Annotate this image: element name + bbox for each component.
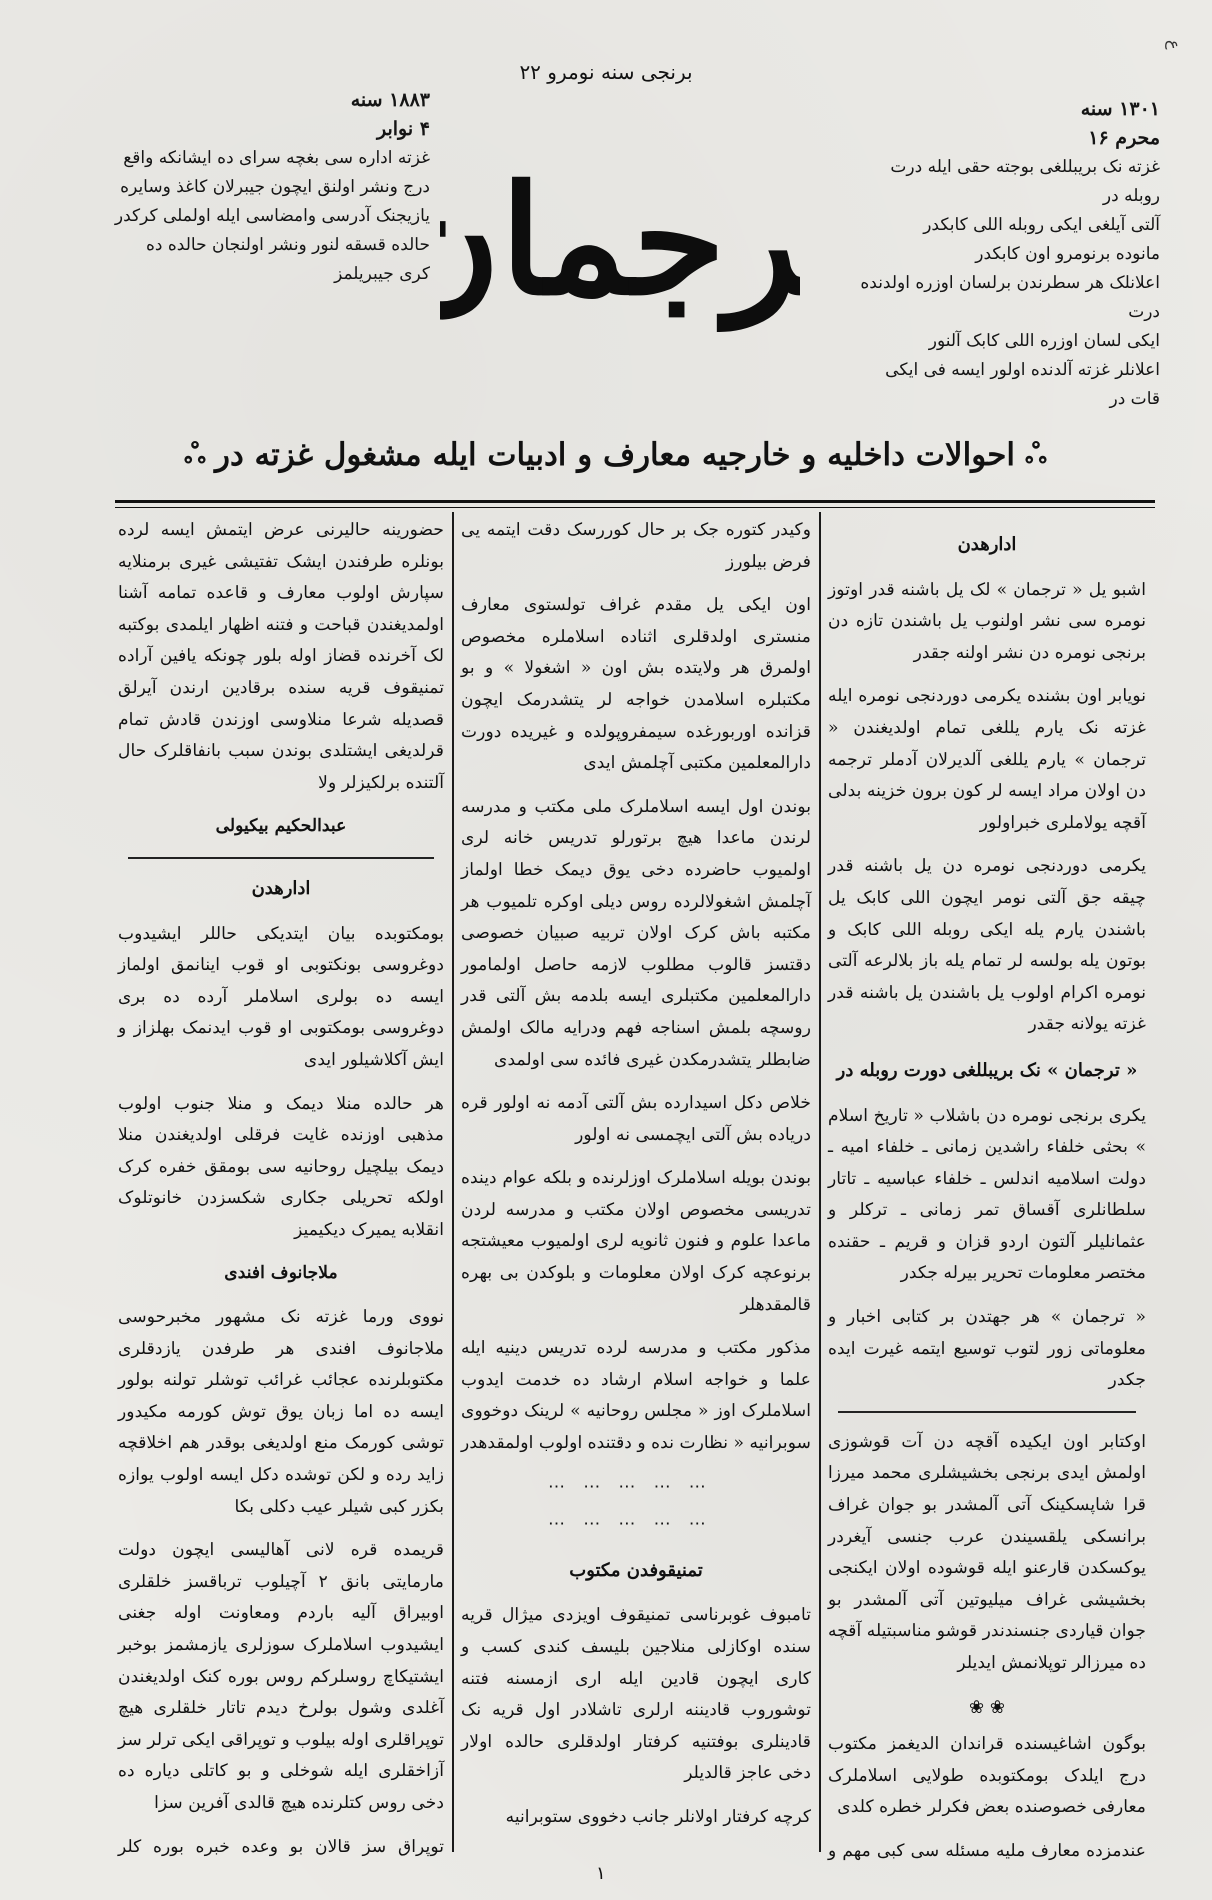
section-rule (838, 1411, 1136, 1413)
column-left (112, 515, 450, 1865)
price-line: مانوده برنومرو اون کابکدر (975, 244, 1160, 264)
article-paragraph: تامبوف غوبرناسی تمنیقوف اویزدی میژال قریه سنده اوکازلی منلاجین بلیسف کندی کسب و کاری ایچون قادین ایله اری ازمسنه فتنه توشوروب قادیننه ارلری تاشلادر اول قریه نک قادینلری بوفتنیه کرفتار اولدقلری حالده اولار دخی عاجز قالدیلر (461, 1605, 811, 1784)
page-number: ۱ (596, 1863, 606, 1884)
subtitle-banner (120, 420, 1110, 490)
price-line: آلتی آیلغی ایکی روبله اللی کابکدر (923, 215, 1160, 235)
notice-line: یازیجنک آدرسی وامضاسی ایله اولملی کرکدر (114, 206, 430, 226)
article-paragraph: بوگون اشاغیسنده قراندان الدیغمز مکتوب درج ایلدک بومکتوبده طولایی اسلاملرک معارفی خصوصنده بعض فکرلر خطره کلدی (828, 1734, 1146, 1818)
price-line: غزته نک بریبللغی بوجته حقی ایله درت روبله در (890, 157, 1160, 206)
column-divider (819, 512, 821, 1852)
article-paragraph: حضورینه حالیرنی عرض ایتمش ایسه لرده بونلره طرفندن ایشک تفتیشی غیری برمنلایه سپارش اولوب معارف و قاعده تمامه آشنا اولمدیغندن قباحت و فتنه اظهار ایلمدی بوکتبه لک آخرنده قضاز اوله بلور چونکه یافین آراده تمنیقوف قریه سنده برقادین ارندن آیرلق قصدیله شرعا منلاوسی اوزندن قادش تمام قرلدیغی ایشتلدی بوندن سبب بانفاقلرک حال آلتنده برلکیزلر ولا (118, 520, 444, 793)
article-paragraph: مذکور مکتب و مدرسه لرده تدریس دینیه ایله علما و خواجه اسلام ارشاد ده خدمت ایدوب اسلاملرک اوز « مجلس روحانیه » لرینک دوخووی سوبرانیه « نظارت نده و دقتنده اولوب اولمقدهدر (461, 1338, 811, 1454)
letter-title: تمنیقوفدن مکتوب (569, 1559, 703, 1581)
ornament-icon: ஃ (1025, 436, 1046, 470)
article-paragraph: یکرمی دوردنجی نومره دن یل باشنه قدر چیقه جق آلتی نومر ایچون اللی کابک یل باشندن یارم یله ایکی روبله اللی کابک و بوتون یله بولسه لر تمام یله باز بلالرعه آلتی نومره اکرام اولوب یل باشندن یل باشنه قدر غزته یولانه جقدر (828, 856, 1146, 1035)
flower-ornament-icon: ❀ ❀ (969, 1696, 1005, 1718)
article-paragraph: توپراق سز قالان بو وعده خبره بوره کلر (118, 1836, 444, 1857)
notice-line: حالده قسقه لنور ونشر اولنجان حالده ده (146, 235, 430, 255)
section-heading: « ترجمان » نک بریبللغی دورت روبله در (836, 1059, 1138, 1081)
margin-note: ع (1165, 40, 1184, 50)
notice-line: درج ونشر اولنق ایچون جیبرلان کاغذ وسایره (120, 177, 430, 197)
dotted-separator: ⋯⋯⋯⋯⋯ (548, 1514, 724, 1535)
masthead-text: رجمان (440, 153, 800, 329)
subscription-notice-left (100, 86, 430, 289)
article-paragraph: هر حالده منلا دیمک و منلا جنوب اولوب مذهبی اوزنده غایت فرقلی اولدیغندن منلا دیمک بیلچیل روحانیه سی بومقق خفره کرک اولکه تحریلی جکاری شکسزدن خانوتلوک انقلابه یمیرک دیکیمیز (118, 1093, 444, 1240)
hijri-year: ۱۳۰۱ سنه (1080, 98, 1160, 120)
article-paragraph: خلاص دکل اسیدارده بش آلتی آدمه نه اولور قره دریاده بش آلتی ایچمسی نه اولور (461, 1093, 811, 1145)
price-line: اعلانلر غزته آلدنده اولور ایسه فی ایکی قات در (885, 360, 1160, 409)
section-rule (128, 857, 434, 859)
article-paragraph: کرچه کرفتار اولانلر جانب دخووی ستوبرانیه (505, 1806, 811, 1827)
subtitle-text: احوالات داخلیه و خارجیه معارف و ادبیات ایله مشغول غزته در (214, 437, 1016, 473)
gregorian-day: ۴ نوابر (377, 118, 430, 140)
column-divider (452, 512, 454, 1852)
article-paragraph: قریمده قره لانی آهالیسی ایچون دولت مارمایتی بانق ۲ آچیلوب ترباقسز خلقلری اوبیراق آلیه باردم ومعاونت اوله جغنی ایشیدوب اسلاملرک سوزلری یازمشمز بوخبر ایشتیکاچ روسلرکم روس بوره کنک اولدیغندن آغلدی وشول بولرخ دیدم تاتار خلقلری هیچ توپراقلری اوله بیلوب و توپراقی ایکی ترلر سز آزاخقلری ایله شوخلی و بو کاتلی دیاره ده دخی روس کتلرنده هیچ قالدی آفرین سزا (118, 1540, 444, 1813)
dotted-separator: ⋯⋯⋯⋯⋯ (548, 1476, 724, 1497)
gregorian-year: ۱۸۸۳ سنه (350, 89, 430, 111)
article-paragraph: اوکتابر اون ایکیده آقچه دن آت قوشوزی اولمش ایدی برنجی بخشیشلری محمد میرزا قرا شاپسکینک آتی آلمشدر بو جوان غراف برانسکی یلقسیندن عرب جنسی آیغردر یوکسکدن قارعنو ایله قوشوده اولان ایکنجی بخشیشی غراف میلیوتین آتی آلمشدر بو جوان قیاردی جنسندندر قوشو مناسبتیله آقچه ده میرزالر توپلانمش ایدیلر (828, 1431, 1146, 1673)
price-line: اعلانلک هر سطرندن برلسان اوزره اولدنده درت (860, 273, 1160, 322)
article-paragraph: بوندن بویله اسلاملرک اوزلرنده و بلکه عوام دینده تدریسی مخصوص اولان مکتب و مدرسه لردن ماعدا علوم و فنون ثانویه لری اولمیوب معیشتجه برنوعچه کرک اولان معلومات و بلوکدن بی بهره قالمقدهلر (461, 1168, 811, 1315)
hijri-month: محرم ۱۶ (1088, 127, 1160, 149)
column-right (822, 515, 1152, 1865)
article-paragraph: بوندن اول ایسه اسلاملرک ملی مکتب و مدرسه لرندن ماعدا هیچ برتورلو تدریس خانه لری اولمیوب حاضرده دخی یوق دیمک خطا اولماز آچلمش اشغولالرده روس دیلی اوکره تلمیوب هر مکتبه باش کرک اولان تربیه صبیان خصوصی دقتسز قالوب مطلوب لازمه حاصل اولمامور دارالمعلمین مکتبلری ایسه بلدمه بش آلتی قدر روسچه بلمش اسناجه فهم ودرایه مالک اولمش ضابطلر یتشدرمکدن غیری فائده سی اولمدی (461, 796, 811, 1070)
column-middle (455, 515, 817, 1865)
notice-line: کری جیبریلمز (334, 264, 430, 284)
issue-line: برنجی سنه نومرو ۲۲ (519, 60, 693, 84)
subscription-notice-right (860, 95, 1160, 414)
article-paragraph: نووی ورما غزته نک مشهور مخبرحوسی ملاجانوف افندی هر طرفدن یازدقلری مکتوبلرنده عجائب غرائب توشلر تولنه بولور ایسه ده اما زبان یوق توش کورمه مکیدور توشی کورمک منع اولدیغی بوقدر هم اخلاقچه زاید رده و لکن توشده دکل ایسه اولوب یوازه بکزر کبی شیلر عیب دکلی بکا (118, 1307, 444, 1517)
article-paragraph: بومکتوبده بیان ایتدیکی حاللر ایشیدوب دوغروسی بونکتوبی او قوب اینانمق اولماز ایسه ده بولری اسلاملر آرده ده بری دوغروسی بومکتوبی او قوب ایدنمک بهلزاز و ایش آکلاشیلور ایدی (118, 923, 444, 1070)
signature: عبدالحکیم بیکیولی (215, 816, 347, 837)
article-paragraph: نویابر اون بشنده یکرمی دوردنجی نومره ایله غزته نک یارم یللغی تمام اولدیغندن « ترجمان » یارم یللغی آلدیرلان آدملر ترجمه دن اولان مراد ایسه لر کون برون خزینه بدلی آقچه یولاملری خبراولور (828, 686, 1146, 833)
masthead-title (440, 108, 800, 368)
article-paragraph: عندمزده معارف ملیه مسئله سی کبی مهم و (828, 1840, 1146, 1861)
article-paragraph: اشبو یل « ترجمان » لک یل باشنه قدر اوتوز نومره سی نشر اولنوب یل باشندن تازه دن برنجی نومره دن نشر اولنه جقدر (828, 579, 1146, 663)
section-heading: ملاجانوف افندی (224, 1263, 338, 1284)
masthead-calligraphy (440, 108, 800, 368)
article-paragraph: وکیدر کتوره جک بر حال کوررسک دقت ایتمه یی فرض بیلورز (461, 520, 811, 572)
section-heading: ادارهدن (957, 534, 1017, 555)
article-paragraph: یکری برنجی نومره دن باشلاب « تاریخ اسلام » بحثی خلفاء راشدین زمانی ـ خلفاء امیه ـ دولت اسلامیه اندلس ـ خلفاء عباسیه ـ تاتار سلطانلری آقساق تمر زمانی ـ ترکلر و عثمانلیلر آلتون اردو قزان و قریم ـ حقنده مختصر معلومات تحریر بیرله جکدر (828, 1105, 1146, 1284)
section-heading: ادارهدن (251, 877, 311, 899)
ornament-icon: ஃ (184, 436, 205, 470)
header-rule-thin (115, 507, 1155, 508)
article-paragraph: اون ایکی یل مقدم غراف تولستوی معارف منستری اولدقلری اثناده اسلاملره مخصوص اولمرق هر ولایتده بش اون « اشغولا » و بو مکتبلره اسلامدن خواجه لر یتشدرمک ایچون قزانده اوربورغده سیمفروپولده و غیریده دورت دارالمعلمین مکتبی آچلمش ایدی (461, 595, 811, 774)
notice-line: غزته اداره سی بغچه سرای ده ایشانکه واقع (123, 148, 430, 168)
price-line: ایکی لسان اوزره اللی کابک آلنور (928, 331, 1160, 351)
header-rule (115, 500, 1155, 503)
article-paragraph: « ترجمان » هر جهتدن بر کتابی اخبار و معلوماتی زور لتوب توسیع ایتمه غیرت ایده جکدر (828, 1307, 1146, 1391)
